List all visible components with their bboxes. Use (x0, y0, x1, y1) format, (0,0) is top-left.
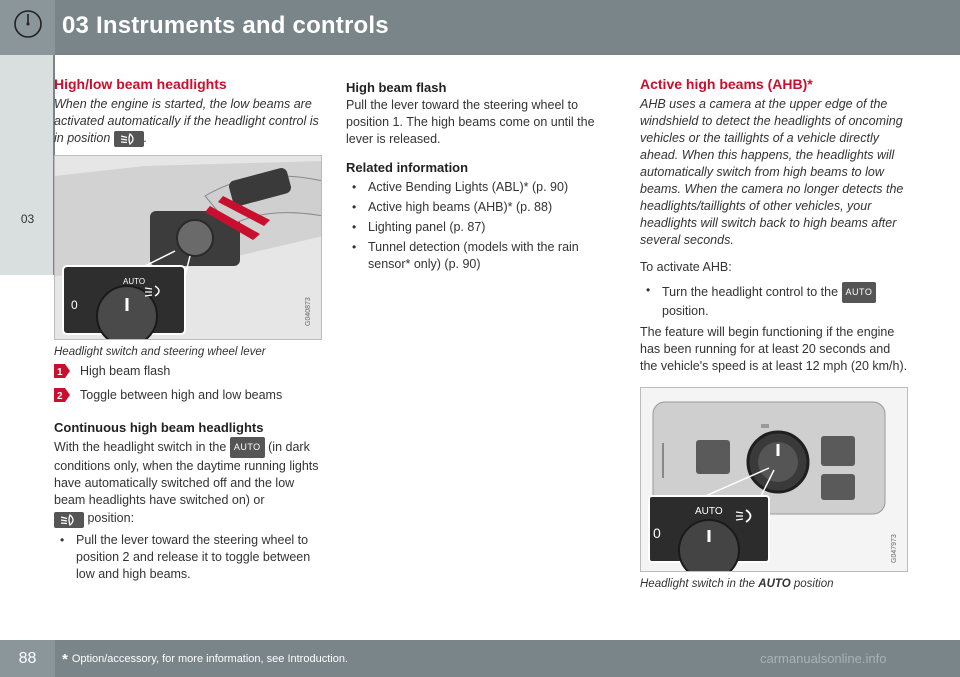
column-1 (54, 76, 324, 586)
figure-caption: Headlight switch and steering wheel lever (54, 346, 266, 358)
intro-high-low-beam: When the engine is started, the low beams are activated automatically if the headlight control is in position . (54, 97, 319, 145)
headlight-switch-auto-illustration (641, 388, 908, 572)
chapter-tab-label: 03 (20, 212, 35, 226)
auto-badge: AUTO (230, 437, 265, 458)
related-info-heading: Related information (346, 160, 469, 175)
related-link[interactable]: • Lighting panel (p. 87) (346, 219, 611, 236)
intro-ahb: AHB uses a camera at the upper edge of the windshield to detect the headlights of oncoming vehicles or the taillights of a vehicle directly ahead. When this happens, the headlights will automatically switch from high beams to low beams. When the camera no longer detects the headlights/taillights of other vehicles, your headlights will switch back to high beams after several seconds. (640, 97, 904, 247)
callout-2: 2 Toggle between high and low beams (54, 388, 324, 402)
header-icon-box (0, 0, 55, 55)
auto-badge: AUTO (842, 282, 877, 303)
fig2-auto-label: AUTO (695, 506, 723, 517)
callout-number-1 (54, 364, 70, 378)
list-item: • Pull the lever toward the steering wheel to position 2 and release it to toggle between low and high beams. (54, 532, 324, 583)
watermark-text: carmanualsonline.info (760, 651, 887, 666)
fig1-zero-label: 0 (71, 298, 78, 312)
fig1-auto-label: AUTO (123, 277, 146, 286)
page-title: 03 Instruments and controls (62, 12, 389, 39)
para-continuous-high-beam: With the headlight switch in the AUTO (in dark conditions only, when the daytime running lights have automatically switched off and the low beam headlights have switched on) or position: (54, 437, 324, 528)
section-heading-high-beam-flash: High beam flash (346, 80, 447, 95)
low-beam-icon (114, 131, 144, 147)
fig2-zero-label: 0 (653, 525, 661, 541)
column-2 (346, 76, 611, 276)
callout-1: 1 High beam flash (54, 364, 324, 378)
para-ahb-conditions: The feature will begin functioning if the engine has been running for at least 20 seconds and the vehicle's speed is at least 12 mph (20 km/h). (640, 325, 908, 373)
figure-caption: Headlight switch in the AUTO position (640, 578, 834, 590)
related-link[interactable]: • Active Bending Lights (ABL)* (p. 90) (346, 179, 611, 196)
para-high-beam-flash: Pull the lever toward the steering wheel to position 1. The high beams come on until the lever is released. (346, 98, 595, 146)
figure-headlight-switch-lever (54, 155, 322, 340)
gauge-icon (12, 6, 44, 38)
related-link[interactable]: • Active high beams (AHB)* (p. 88) (346, 199, 611, 216)
figure-code: G040873 (305, 297, 312, 326)
figure-code: G047973 (891, 534, 898, 563)
svg-text:1: 1 (57, 367, 63, 378)
related-link[interactable]: • Tunnel detection (models with the rain sensor* only) (p. 90) (346, 239, 611, 273)
section-heading-high-low-beam: High/low beam headlights (54, 76, 227, 92)
activate-ahb-steps (640, 282, 910, 320)
para-activate-ahb: To activate AHB: (640, 260, 732, 274)
callout-number-2 (54, 388, 70, 402)
sub-heading-continuous-high-beam: Continuous high beam headlights (54, 420, 264, 435)
column-3 (640, 76, 910, 590)
continuous-high-beam-steps (54, 532, 324, 583)
list-item: • Turn the headlight control to the AUTO position. (640, 282, 910, 320)
low-beam-icon (54, 512, 84, 528)
section-heading-ahb: Active high beams (AHB)* (640, 76, 813, 92)
figure-headlight-switch-auto (640, 387, 908, 572)
footer-note: * Option/accessory, for more information, see Introduction. (62, 651, 348, 668)
page-number: 88 (0, 640, 55, 677)
chapter-tab (0, 55, 55, 275)
related-info-list (346, 179, 611, 273)
headlight-switch-lever-illustration (55, 156, 322, 340)
svg-text:2: 2 (57, 391, 63, 402)
